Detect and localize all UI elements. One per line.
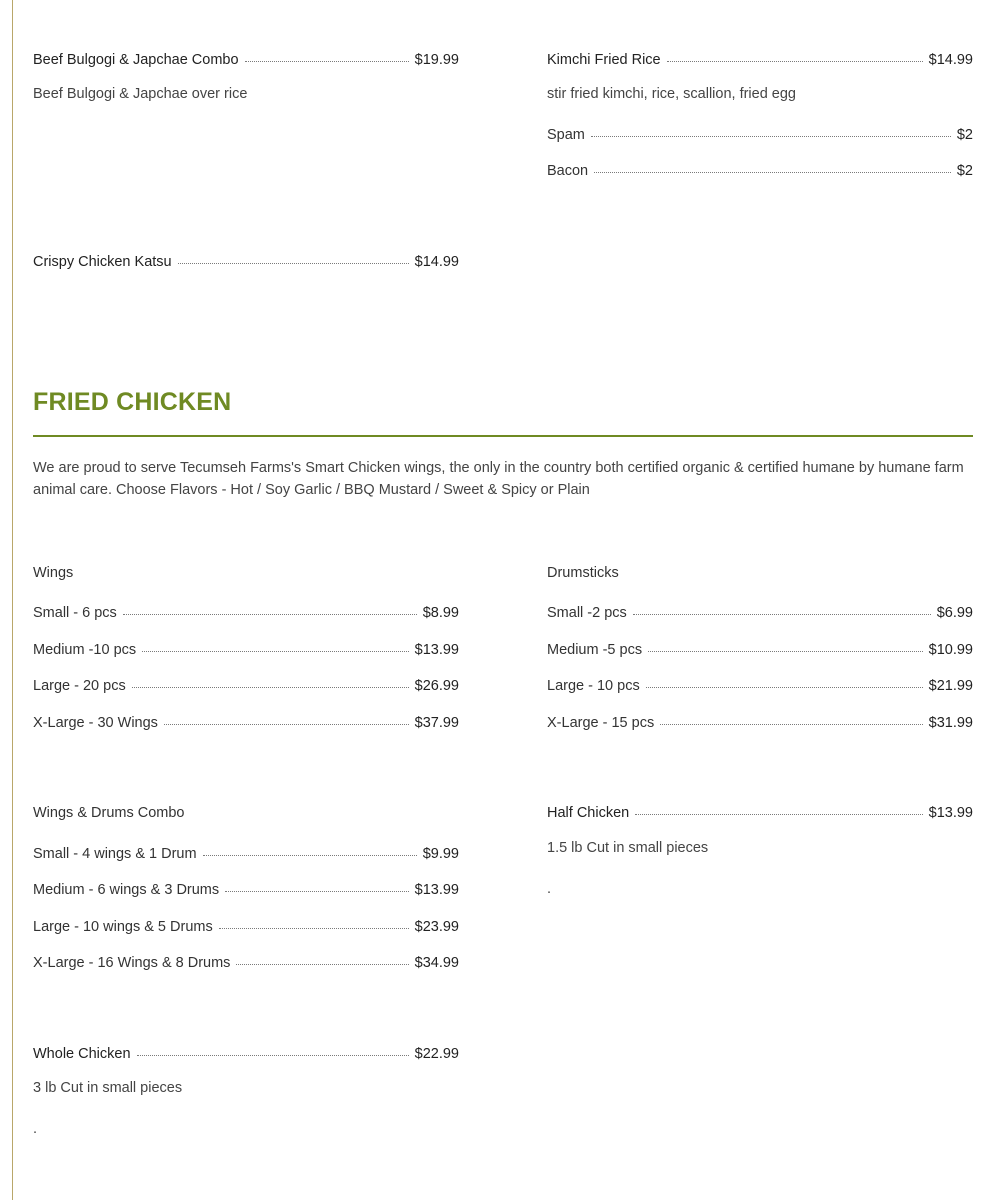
page-left-border [12, 0, 13, 1200]
item-name: Beef Bulgogi & Japchae Combo [33, 52, 239, 68]
dot-leader [648, 651, 923, 652]
option-name: Small - 4 wings & 1 Drum [33, 846, 197, 862]
option-price: $10.99 [928, 642, 973, 658]
option-price: $34.99 [414, 955, 459, 971]
dot-leader [594, 172, 951, 173]
item-description: 1.5 lb Cut in small pieces [547, 840, 709, 856]
addon-name: Bacon [547, 163, 589, 179]
option-name: Small - 6 pcs [33, 605, 117, 621]
dot-leader [142, 651, 408, 652]
option-name: Medium -5 pcs [547, 642, 643, 658]
dot-leader [219, 928, 409, 929]
menu-item-kimchi-fried-rice [547, 51, 973, 69]
item-name: Crispy Chicken Katsu [33, 254, 172, 270]
option-name: X-Large - 30 Wings [33, 715, 158, 731]
section-intro: We are proud to serve Tecumseh Farms's Smart Chicken wings, the only in the country both certified organic & certified humane by humane farm animal care. Choose Flavors - Hot / Soy Garlic / BBQ Mustard / Sweet & Spicy or Plain [33, 460, 964, 498]
item-name: Whole Chicken [33, 1046, 131, 1062]
option-row [33, 677, 459, 695]
option-row [33, 714, 459, 732]
item-price: $13.99 [928, 805, 973, 821]
option-price: $23.99 [414, 919, 459, 935]
option-row [33, 604, 459, 622]
dot-leader [178, 263, 409, 264]
dot-leader [633, 614, 931, 615]
item-price: $22.99 [414, 1046, 459, 1062]
item-description: 3 lb Cut in small pieces [33, 1080, 183, 1096]
option-name: Medium - 6 wings & 3 Drums [33, 882, 220, 898]
option-row [33, 845, 459, 863]
dot-leader [646, 687, 923, 688]
addon-name: Spam [547, 127, 585, 143]
dot-leader [137, 1055, 409, 1056]
item-price: $19.99 [414, 52, 459, 68]
menu-page [33, 0, 973, 1200]
option-row [547, 604, 973, 622]
item-name: Kimchi Fried Rice [547, 52, 661, 68]
group-title-wings: Wings [33, 565, 74, 581]
dot-leader [245, 61, 409, 62]
menu-item-chicken-katsu [33, 253, 459, 271]
item-price: $14.99 [414, 254, 459, 270]
addon-bacon [547, 162, 973, 180]
option-row [33, 954, 459, 972]
menu-item-whole-chicken [33, 1045, 459, 1063]
option-row [33, 881, 459, 899]
menu-item-beef-bulgogi [33, 51, 459, 69]
dot-leader [164, 724, 409, 725]
option-price: $26.99 [414, 678, 459, 694]
option-row [547, 641, 973, 659]
menu-item-half-chicken [547, 804, 973, 822]
option-price: $13.99 [414, 882, 459, 898]
option-price: $21.99 [928, 678, 973, 694]
option-name: X-Large - 16 Wings & 8 Drums [33, 955, 231, 971]
dot-leader [236, 964, 408, 965]
item-note: . [547, 881, 552, 897]
option-name: X-Large - 15 pcs [547, 715, 655, 731]
group-title-drumsticks: Drumsticks [547, 565, 619, 581]
option-name: Large - 20 pcs [33, 678, 126, 694]
option-price: $13.99 [414, 642, 459, 658]
dot-leader [635, 814, 922, 815]
addon-price: $2 [956, 127, 973, 143]
option-name: Large - 10 pcs [547, 678, 640, 694]
option-price: $6.99 [936, 605, 973, 621]
dot-leader [123, 614, 417, 615]
section-title: FRIED CHICKEN [33, 388, 232, 416]
dot-leader [203, 855, 417, 856]
option-price: $31.99 [928, 715, 973, 731]
addon-spam [547, 126, 973, 144]
option-row [547, 677, 973, 695]
option-name: Small -2 pcs [547, 605, 627, 621]
dot-leader [591, 136, 951, 137]
item-note: . [33, 1121, 38, 1137]
option-name: Large - 10 wings & 5 Drums [33, 919, 213, 935]
dot-leader [660, 724, 922, 725]
group-title-combo: Wings & Drums Combo [33, 805, 185, 821]
addon-price: $2 [956, 163, 973, 179]
item-description: stir fried kimchi, rice, scallion, fried egg [547, 86, 796, 102]
option-price: $8.99 [422, 605, 459, 621]
dot-leader [225, 891, 409, 892]
option-name: Medium -10 pcs [33, 642, 137, 658]
item-price: $14.99 [928, 52, 973, 68]
option-row [33, 641, 459, 659]
item-description: Beef Bulgogi & Japchae over rice [33, 86, 248, 102]
item-name: Half Chicken [547, 805, 630, 821]
option-price: $9.99 [422, 846, 459, 862]
option-row [547, 714, 973, 732]
option-row [33, 918, 459, 936]
dot-leader [132, 687, 409, 688]
option-price: $37.99 [414, 715, 459, 731]
dot-leader [667, 61, 923, 62]
section-divider [33, 435, 973, 437]
